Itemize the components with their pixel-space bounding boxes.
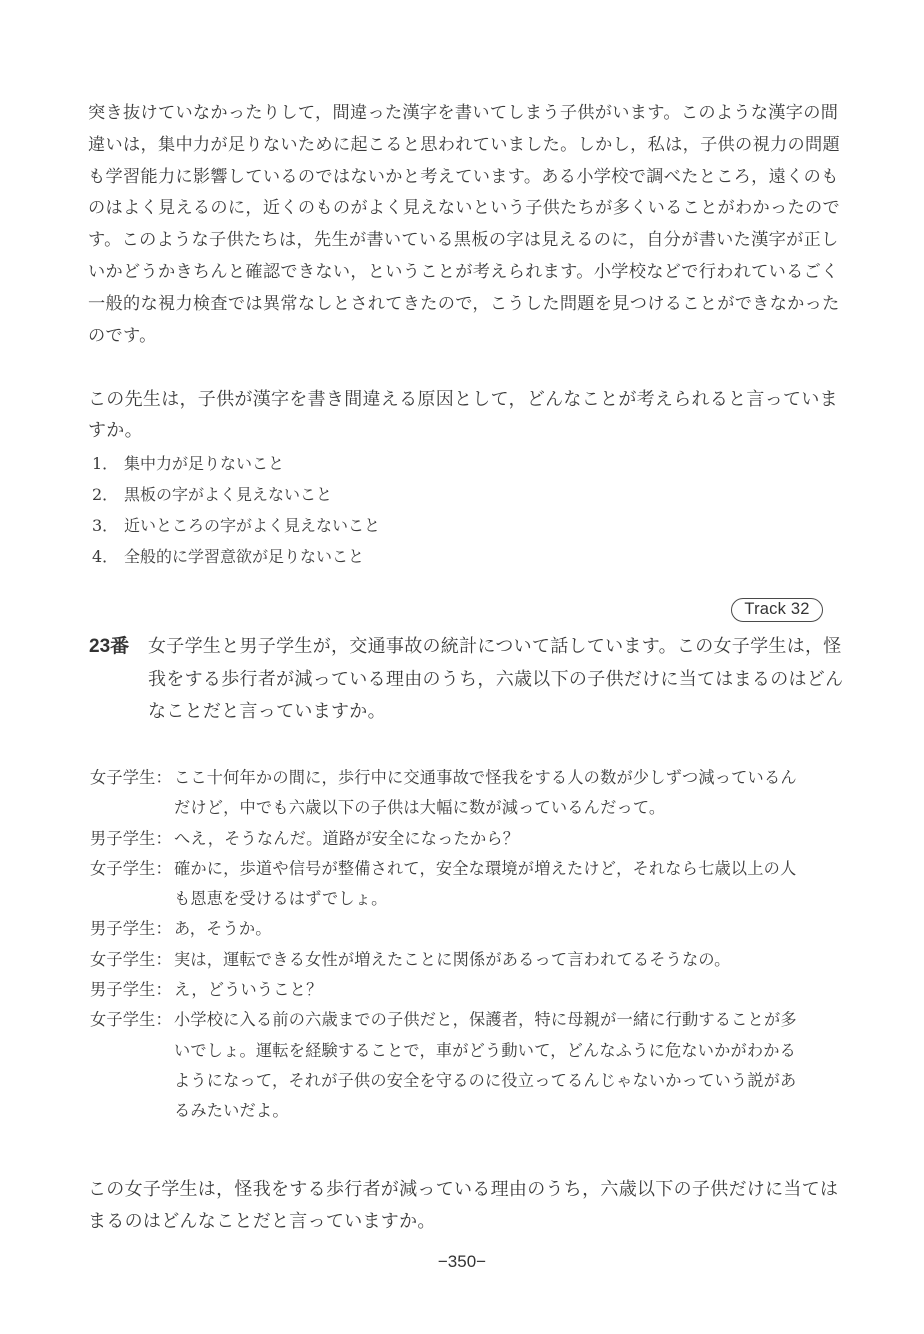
passage-line: のです。 xyxy=(88,325,157,346)
dialogue-turn xyxy=(90,824,830,854)
question-line: すか。 xyxy=(88,420,143,441)
choice-text: 黒板の字がよく見えないこと xyxy=(124,485,333,504)
dialogue-turn xyxy=(90,914,830,944)
passage-text xyxy=(88,98,840,352)
utterance-line: あ，そうか。 xyxy=(174,919,272,939)
speaker-label: 女子学生： xyxy=(90,949,172,969)
choice-number: 3． xyxy=(92,516,119,535)
answer-choices xyxy=(92,448,812,572)
utterance xyxy=(174,945,830,975)
choice-text: 集中力が足りないこと xyxy=(124,454,285,473)
speaker-label: 女子学生： xyxy=(90,1010,172,1030)
utterance-line: え，どういうこと？ xyxy=(174,980,323,1000)
utterance xyxy=(174,1005,830,1126)
answer-choice-1 xyxy=(92,448,812,479)
dialogue xyxy=(90,763,830,1127)
utterance-line: も恩恵を受けるはずでしょ。 xyxy=(174,889,388,909)
speaker-label: 女子学生： xyxy=(90,768,172,787)
speaker-label: 女子学生： xyxy=(90,858,172,878)
prompt-line: 我をする歩行者が減っている理由のうち，六歳以下の子供だけに当てはまるのはどん xyxy=(148,668,844,690)
utterance-line: へえ，そうなんだ。道路が安全になったから？ xyxy=(174,828,520,848)
utterance xyxy=(174,824,830,854)
prompt-line: なことだと言っていますか。 xyxy=(148,701,386,722)
utterance-line: 確かに，歩道や信号が整備されて，安全な環境が増えたけど，それなら七歳以上の人 xyxy=(174,858,797,878)
utterance-line: ようになって，それが子供の安全を守るのに役立ってるんじゃないかっていう説があ xyxy=(174,1070,797,1090)
utterance xyxy=(174,854,830,915)
question-22-prompt xyxy=(88,384,838,446)
utterance-line: いでしょ。運転を経験することで，車がどう動いて，どんなふうに危ないかがわかる xyxy=(174,1040,797,1060)
dialogue-turn xyxy=(90,854,830,915)
choice-text: 全般的に学習意欲が足りないこと xyxy=(124,547,365,566)
speaker-label: 男子学生： xyxy=(90,980,172,1000)
answer-choice-4 xyxy=(92,541,812,572)
dialogue-turn xyxy=(90,945,830,975)
choice-number: 2． xyxy=(92,485,119,504)
utterance-line: ここ十何年かの間に，歩行中に交通事故で怪我をする人の数が少しずつ減っているん xyxy=(174,768,797,787)
prompt-line: 女子学生と男子学生が，交通事故の統計について話しています。この女子学生は，怪 xyxy=(148,636,842,657)
dialogue-turn xyxy=(90,1005,830,1126)
question-23-final xyxy=(88,1174,839,1238)
passage-line: 一般的な視力検査では異常なしとされてきたので，こうした問題を見つけることができなかった xyxy=(88,293,840,314)
utterance-line: 実は，運転できる女性が増えたことに関係があるって言われてるそうなの。 xyxy=(174,949,731,969)
page-number: −350− xyxy=(437,1252,487,1271)
dialogue-turn xyxy=(90,763,830,824)
utterance xyxy=(174,914,830,944)
choice-number: 1． xyxy=(92,454,119,473)
dialogue-turn xyxy=(90,975,830,1005)
speaker-label: 男子学生： xyxy=(90,828,172,848)
passage-line: 突き抜けていなかったりして，間違った漢字を書いてしまう子供がいます。このような漢字の間 xyxy=(88,103,839,123)
passage-line: いかどうかきちんと確認できない，ということが考えられます。小学校などで行われているごく xyxy=(88,261,839,282)
choice-number: 4． xyxy=(92,547,119,566)
passage-line: す。このような子供たちは，先生が書いている黒板の字は見えるのに，自分が書いた漢字が正し xyxy=(88,230,839,251)
answer-choice-3 xyxy=(92,510,812,541)
final-question-line: この女子学生は，怪我をする歩行者が減っている理由のうち，六歳以下の子供だけに当ては xyxy=(88,1179,839,1200)
passage-line: のはよく見えるのに，近くのものがよく見えないという子供たちが多くいることがわかったので xyxy=(88,198,840,219)
question-line: この先生は，子供が漢字を書き間違える原因として，どんなことが考えられると言っていま xyxy=(88,389,838,410)
utterance-line: だけど，中でも六歳以下の子供は大幅に数が減っているんだって。 xyxy=(174,798,666,818)
speaker-label: 男子学生： xyxy=(90,919,172,939)
utterance-line: 小学校に入る前の六歳までの子供だと，保護者，特に母親が一緒に行動することが多 xyxy=(174,1010,797,1030)
question-23-prompt xyxy=(148,631,844,729)
utterance-line: るみたいだよ。 xyxy=(174,1101,289,1121)
utterance xyxy=(174,975,830,1005)
utterance xyxy=(174,763,830,824)
choice-text: 近いところの字がよく見えないこと xyxy=(124,516,381,535)
passage-line: も学習能力に影響しているのではないかと考えています。ある小学校で調べたところ，遠くのも xyxy=(88,166,839,187)
track-badge: Track 32 xyxy=(731,598,823,622)
question-number: 23番 xyxy=(89,636,130,657)
final-question-line: まるのはどんなことだと言っていますか。 xyxy=(88,1211,436,1232)
answer-choice-2 xyxy=(92,479,812,510)
passage-line: 違いは，集中力が足りないために起こると思われていました。しかし，私は，子供の視力の問題 xyxy=(88,134,840,155)
